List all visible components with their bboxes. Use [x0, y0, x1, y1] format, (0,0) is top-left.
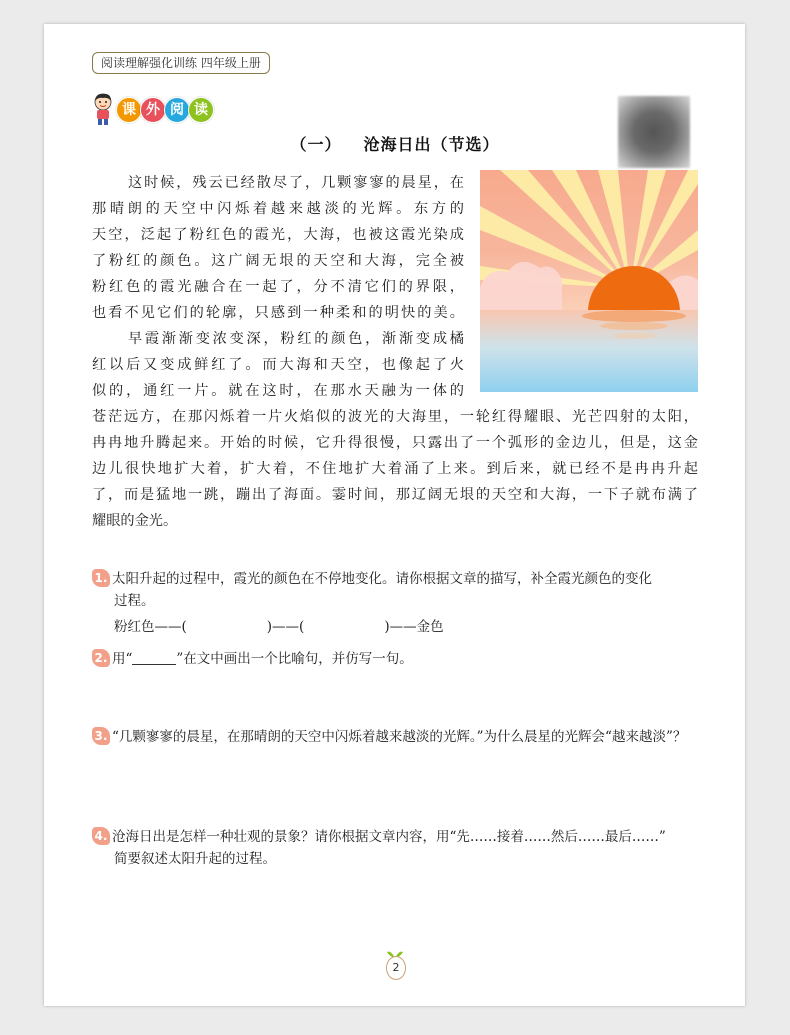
para2-line-7: 了，而是猛地一跳，蹦出了海面。霎时间，那辽阔无垠的天空和大海，一下子就布满了: [92, 487, 698, 503]
question-2-number: 2.: [92, 649, 110, 667]
paragraph-2-wrapped: [92, 326, 464, 404]
para2-line-1: 早霞渐渐变浓变深，粉红的颜色，渐渐变成橘: [128, 331, 464, 347]
badge-char-1: 课: [116, 97, 142, 123]
question-3: [92, 726, 698, 748]
extracurricular-reading-badge: [90, 92, 230, 126]
passage-number: （一）: [290, 135, 342, 154]
question-1-text-line-2: 过程。: [114, 593, 155, 609]
passage-title: [0, 132, 790, 155]
paragraph-2-full: [92, 404, 698, 534]
color-chain-mid: )——(: [266, 619, 305, 635]
paragraph-1: [92, 170, 464, 326]
badge-char-3: 阅: [164, 97, 190, 123]
para2-line-4: 苍茫远方，在那闪烁着一片火焰似的波光的大海里，一轮红得耀眼、光芒四射的太阳，: [92, 409, 698, 425]
question-3-number: 3.: [92, 727, 110, 745]
sunrise-illustration: [480, 170, 698, 392]
question-4-number: 4.: [92, 827, 110, 845]
question-2-prefix: 用“: [112, 651, 133, 667]
para1-line-5: 粉红色的霞光融合在一起了，分不清它们的界限，: [92, 279, 464, 295]
question-1-number: 1.: [92, 569, 110, 587]
question-2: [92, 648, 698, 670]
para2-line-2: 红以后又变成鲜红了。而大海和天空，也像起了火: [92, 357, 464, 373]
badge-char-2: 外: [140, 97, 166, 123]
para2-line-5: 冉冉地升腾起来。开始的时候，它升得很慢，只露出了一个弧形的金边儿，但是，这金: [92, 435, 698, 451]
para1-line-2: 那晴朗的天空中闪烁着越来越淡的光辉。东方的: [92, 201, 464, 217]
page-number: 2: [386, 956, 406, 980]
question-4: [92, 826, 698, 870]
child-mascot-icon: [90, 92, 116, 126]
badge-char-4: 读: [188, 97, 214, 123]
underline-mark-sample: [132, 650, 176, 665]
question-1: [92, 568, 698, 638]
para1-line-1: 这时候，残云已经散尽了，几颗寥寥的晨星，在: [128, 175, 464, 191]
para1-line-3: 天空，泛起了粉红色的霞光，大海，也被这霞光染成: [92, 227, 464, 243]
question-1-text: 太阳升起的过程中，霞光的颜色在不停地变化。请你根据文章的描写，补全霞光颜色的变化: [112, 571, 652, 587]
para1-line-6: 也看不见它们的轮廓，只感到一种柔和的明快的美。: [92, 305, 464, 321]
color-chain-end: )——金色: [384, 619, 444, 635]
page-number-marker: [382, 948, 408, 982]
para2-line-6: 边儿很快地扩大着，扩大着，不住地扩大着涌了上来。到后来，就已经不是冉冉升起: [92, 461, 698, 477]
color-chain-answer: [92, 616, 698, 638]
question-4-text: 沧海日出是怎样一种壮观的景象？请你根据文章内容，用“先……接着……然后……最后……”: [112, 829, 666, 845]
question-2-suffix: ”在文中画出一个比喻句，并仿写一句。: [176, 651, 413, 667]
question-4-text-line-2: 简要叙述太阳升起的过程。: [114, 851, 276, 867]
para1-line-4: 了粉红的颜色。这广阔无垠的天空和大海，完全被: [92, 253, 464, 269]
para2-line-8: 耀眼的金光。: [92, 513, 178, 529]
para2-line-3: 似的，通红一片。就在这时，在那水天融为一体的: [92, 383, 464, 399]
color-chain-start: 粉红色——(: [114, 619, 187, 635]
passage-title-text: 沧海日出（节选）: [363, 135, 500, 154]
book-title-tag: 阅读理解强化训练 四年级上册: [92, 52, 270, 74]
question-3-text: “几颗寥寥的晨星，在那晴朗的天空中闪烁着越来越淡的光辉。”为什么晨星的光辉会“越来越淡”？: [112, 729, 687, 745]
